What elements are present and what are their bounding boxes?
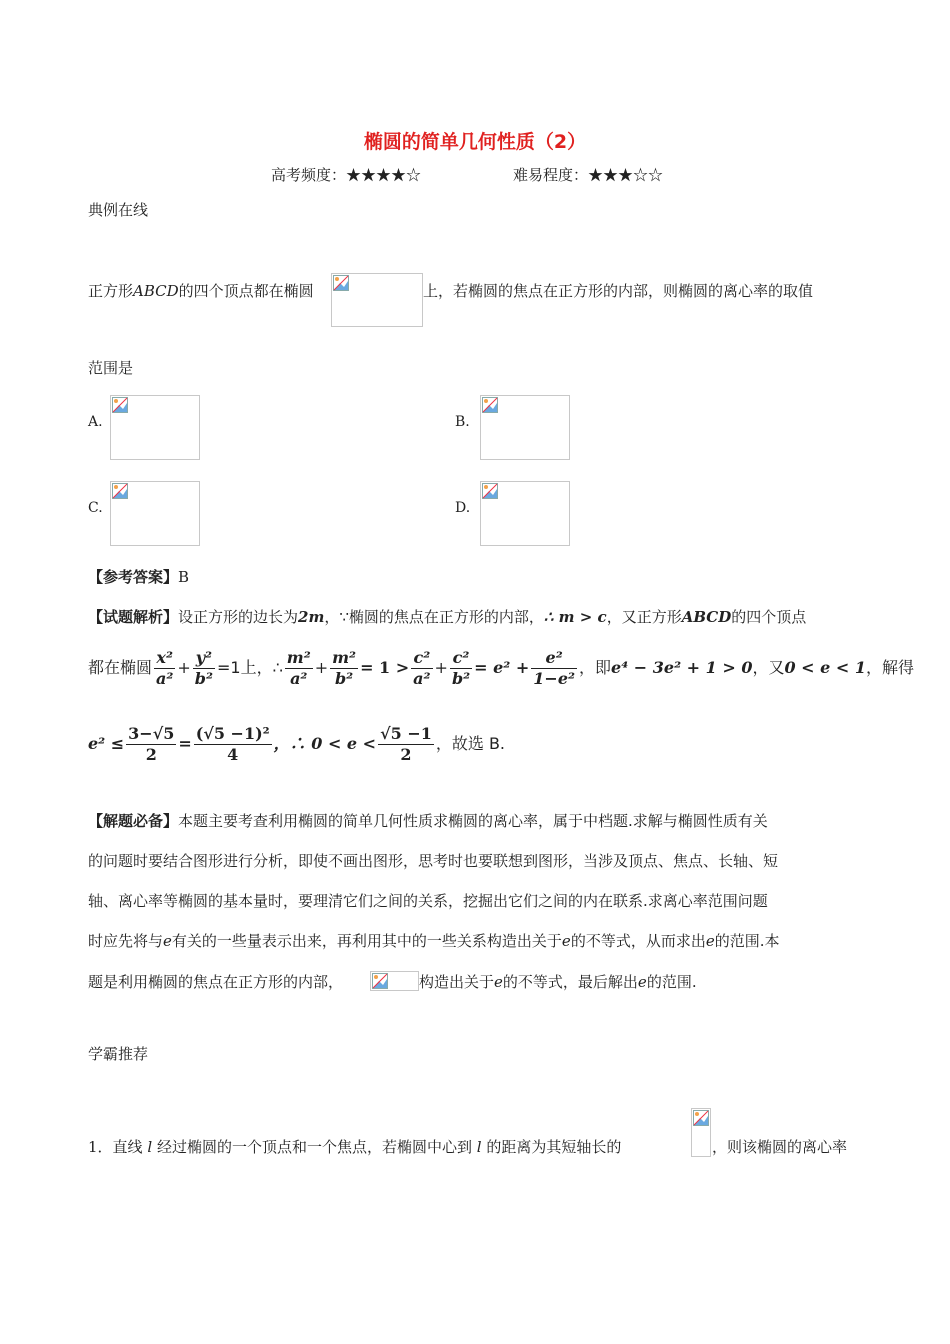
broken-image-icon [372,973,388,989]
question-line-1b: 上，若椭圆的焦点在正方形的内部，则椭圆的离心率的取值 [423,282,814,300]
broken-image-icon [693,1110,709,1126]
tips-text: 的范围. [646,973,697,991]
denominator: 2 [145,745,157,764]
difficulty-rating [513,164,663,185]
numerator: m² [332,648,357,667]
fraction [330,648,358,689]
option-b-image[interactable] [480,395,570,460]
question-text: 的四个顶点都在椭圆 [178,282,314,300]
q1-text: 经过椭圆的一个顶点和一个焦点，若椭圆中心到 [156,1138,472,1156]
page-title: 椭圆的简单几何性质（2） [363,131,587,153]
answer-label: 【参考答案】 [88,568,179,586]
math-expr: = [178,734,192,753]
broken-image-icon [482,397,498,413]
q1-line-1b: ，则该椭圆的离心率 [712,1138,848,1156]
fraction [126,724,176,765]
square-name: ABCD [133,282,179,300]
analysis-text: ，即 [579,658,612,677]
broken-image-icon [112,483,128,499]
numerator: 3−√5 [128,724,175,743]
denominator: b² [194,669,213,688]
math-e: e [561,932,571,950]
numerator: c² [450,648,472,669]
math-expr: e² ≤ [88,734,125,753]
broken-image-icon [112,397,128,413]
analysis-text: 都在椭圆 [88,658,153,677]
tips-label: 【解题必备】 [88,812,179,830]
numerator: c² [411,648,432,669]
frequency-label: 高考频度： [271,166,347,184]
tips-line-5b [419,971,697,992]
analysis-text: =1上，∴ [217,658,283,677]
math-l: l [147,1138,153,1156]
numerator: m² [286,648,311,667]
tips-line-3: 轴、离心率等椭圆的基本量时，要理清它们之间的关系，挖掘出它们之间的内在联系.求离心率范围问题 [88,892,768,910]
denominator: a² [413,669,431,688]
numerator: √5 −1 [380,724,432,743]
option-b-label: B. [455,414,470,430]
q1-text: 直线 [112,1138,143,1156]
fraction [378,724,434,765]
analysis-text: ，解得 [866,658,915,677]
option-d-label: D. [455,500,471,516]
ellipse-equation-image [331,273,423,327]
tips-text: 的范围.本 [714,932,780,950]
denominator: 4 [227,745,239,764]
q1-text: 的距离为其短轴长的 [486,1138,622,1156]
fraction [450,648,472,689]
q1-line-1 [88,1136,621,1157]
broken-image-icon [333,275,349,291]
option-c-label: C. [88,500,103,516]
math-expr: ，∴ 0 < e < [273,734,377,753]
math-expr: ∴ m > c [543,608,607,626]
math-e: e [705,932,715,950]
analysis-text: ，∵椭圆的焦点在正方形的内部， [324,608,544,626]
denominator: b² [451,669,471,688]
tips-text: 的不等式，从而求出 [570,932,706,950]
tips-line-4 [88,930,780,951]
fraction [194,724,272,765]
fraction [154,648,175,689]
fraction [285,648,313,689]
numerator: x² [154,648,175,669]
math-e: e [637,973,647,991]
math-l: l [476,1138,482,1156]
fraction [193,648,215,689]
analysis-line-2: 都在椭圆 $\frac{\text{x²}}{\text{a²}}$ + $\frac{\text{y²}}{\text{b²}}$ =1上，∴ $\frac{\text{m²}}{\text{a²}}$ + $\frac{\text{m²}}{\text{b²}}$ = 1 > $\frac{\text{c²}}{\text{a²}}$ + $\frac{\text{c²}}{\text{b²}}$ = e² + $\frac{\text{e²}}{\text{1−e²}}$ ，即e⁴ − 3e² + 1 > 0，又0 < e < 1，解得 [88,648,915,688]
frequency-rating [271,164,421,185]
analysis-text: 设正方形的边长为 [178,608,299,626]
math-e: e [494,973,503,991]
analysis-text: 的四个顶点 [731,608,807,626]
option-a-image[interactable] [110,395,200,460]
denominator: a² [156,669,174,688]
option-c-image[interactable] [110,481,200,546]
fraction [411,648,432,689]
math-e: e [163,932,172,950]
q1-number: 1． [88,1138,113,1156]
difficulty-label: 难易程度： [513,166,589,184]
option-a-label: A. [88,414,103,430]
denominator: a² [290,669,308,688]
section-recommend: 学霸推荐 [88,1045,149,1063]
numerator: y² [193,648,215,669]
question-line-1 [88,280,314,301]
tips-text: 的不等式，最后解出 [502,973,638,991]
denominator: 2 [400,745,412,764]
analysis-line-3 [88,724,505,765]
broken-image-icon [482,483,498,499]
inequality-image [370,971,419,991]
math-expr: 0 < e < 1 [784,658,867,677]
denominator: 1−e² [533,669,576,688]
math-expr: e⁴ − 3e² + 1 > 0 [611,658,753,677]
denominator: b² [334,669,354,688]
analysis-text: ，故选 B. [435,734,506,753]
answer-value: B [178,568,190,586]
fraction [531,648,577,689]
tips-text: 有关的一些量表示出来，再利用其中的一些关系构造出关于 [171,932,562,950]
tips-text: 构造出关于 [419,973,495,991]
question-line-2: 范围是 [88,359,134,377]
tips-line-1 [88,810,768,831]
tips-line-2: 的问题时要结合图形进行分析，即使不画出图形，思考时也要联想到图形，当涉及顶点、焦点、长轴、短 [88,852,779,870]
fraction-image [691,1108,711,1157]
math-expr: 2m [298,608,325,626]
question-text: 正方形 [88,282,134,300]
answer [88,566,189,587]
option-d-image[interactable] [480,481,570,546]
tips-text: 时应先将与 [88,932,164,950]
math-expr: ABCD [681,608,732,626]
frequency-stars: ★★★★☆ [346,166,422,184]
math-expr: = 1 > [360,658,410,677]
math-expr: = e² + [474,658,530,677]
analysis-text: ，又正方形 [606,608,682,626]
numerator: (√5 −1)² [195,724,270,743]
numerator: e² [531,648,577,669]
analysis-line-1 [88,606,806,627]
tips-line-5a: 题是利用椭圆的焦点在正方形的内部， [88,973,344,991]
analysis-label: 【试题解析】 [88,608,179,626]
analysis-text: ，又 [752,658,785,677]
tips-text: 本题主要考查利用椭圆的简单几何性质求椭圆的离心率，属于中档题.求解与椭圆性质有关 [178,812,768,830]
section-example: 典例在线 [88,201,149,219]
difficulty-stars: ★★★☆☆ [588,166,664,184]
